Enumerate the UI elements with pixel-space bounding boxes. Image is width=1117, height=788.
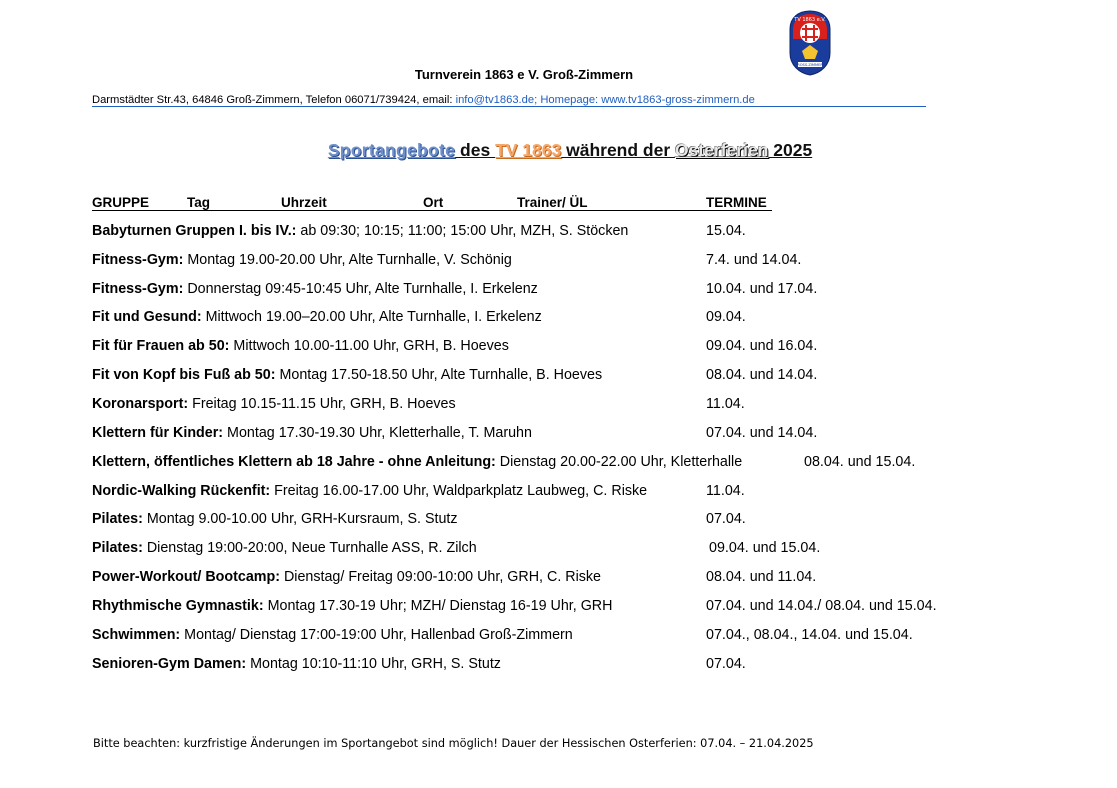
row-dates: 09.04. bbox=[706, 309, 746, 325]
row-group: Senioren-Gym Damen: bbox=[92, 656, 247, 672]
schedule-row bbox=[92, 569, 601, 585]
row-group: Fit und Gesund: bbox=[92, 309, 202, 325]
row-dates: 10.04. und 17.04. bbox=[706, 281, 818, 297]
col-ort: Ort bbox=[423, 195, 444, 210]
schedule-row bbox=[92, 281, 538, 297]
schedule-row bbox=[92, 511, 458, 527]
row-details: Dienstag 19:00-20:00, Neue Turnhalle ASS, R. Zilch bbox=[142, 540, 477, 556]
row-details: Montag 17.30-19.30 Uhr, Kletterhalle, T. Maruhn bbox=[223, 425, 532, 441]
logo-text-top: TV 1863 e.V. bbox=[794, 17, 826, 23]
schedule-row bbox=[92, 483, 647, 499]
row-group: Fitness-Gym: bbox=[92, 281, 184, 297]
schedule-row bbox=[92, 338, 509, 354]
title-waehrend: während der bbox=[561, 140, 676, 160]
contact-links[interactable]: info@tv1863.de; Homepage: www.tv1863-gross-zimmern.de bbox=[455, 94, 755, 106]
row-dates: 08.04. und 14.04. bbox=[706, 367, 818, 383]
row-group: Koronarsport: bbox=[92, 396, 189, 412]
address-text: Darmstädter Str.43, 64846 Groß-Zimmern, Telefon 06071/739424, email: bbox=[92, 94, 456, 106]
logo-text-bottom: GROSS-ZIMMERN bbox=[794, 63, 826, 67]
row-group: Babyturnen Gruppen I. bis IV.: bbox=[92, 223, 297, 239]
row-group: Schwimmen: bbox=[92, 627, 181, 643]
row-group: Fitness-Gym: bbox=[92, 252, 184, 268]
col-termine: TERMINE bbox=[706, 195, 767, 210]
row-group: Fit von Kopf bis Fuß ab 50: bbox=[92, 367, 276, 383]
schedule-row bbox=[92, 396, 456, 412]
row-dates: 07.04., 08.04., 14.04. und 15.04. bbox=[706, 627, 913, 643]
row-details: Freitag 16.00-17.00 Uhr, Waldparkplatz Laubweg, C. Riske bbox=[270, 483, 648, 499]
row-dates: 7.4. und 14.04. bbox=[706, 252, 802, 268]
page-title bbox=[0, 140, 1117, 161]
organization-name: Turnverein 1863 e V. Groß-Zimmern bbox=[414, 67, 634, 82]
row-details: ab 09:30; 10:15; 11:00; 15:00 Uhr, MZH, S. Stöcken bbox=[296, 223, 629, 239]
row-group: Power-Workout/ Bootcamp: bbox=[92, 569, 280, 585]
schedule-row bbox=[92, 252, 512, 268]
schedule-row bbox=[92, 223, 628, 239]
row-details: Montag 9.00-10.00 Uhr, GRH-Kursraum, S. Stutz bbox=[142, 511, 458, 527]
row-group: Pilates: bbox=[92, 540, 143, 556]
row-details: Montag 10:10-11:10 Uhr, GRH, S. Stutz bbox=[246, 656, 501, 672]
row-dates: 08.04. und 11.04. bbox=[706, 569, 817, 585]
schedule-row bbox=[92, 656, 501, 672]
schedule-row bbox=[92, 627, 573, 643]
schedule-row bbox=[92, 309, 542, 325]
row-details: Montag 17.30-19 Uhr; MZH/ Dienstag 16-19 Uhr, GRH bbox=[263, 598, 613, 614]
schedule-row bbox=[92, 367, 602, 383]
col-uhrzeit: Uhrzeit bbox=[281, 195, 327, 210]
row-details: Montag 17.50-18.50 Uhr, Alte Turnhalle, B. Hoeves bbox=[275, 367, 603, 383]
row-group: Rhythmische Gymnastik: bbox=[92, 598, 264, 614]
title-sportangebote: Sportangebote bbox=[327, 140, 456, 160]
column-header bbox=[92, 195, 772, 211]
row-details: Montag 19.00-20.00 Uhr, Alte Turnhalle, V. Schönig bbox=[183, 252, 512, 268]
schedule-row bbox=[92, 454, 742, 470]
title-osterferien: Osterferien bbox=[675, 140, 769, 160]
row-dates: 09.04. und 15.04. bbox=[709, 540, 821, 556]
row-details: Dienstag/ Freitag 09:00-10:00 Uhr, GRH, C. Riske bbox=[279, 569, 602, 585]
title-year: 2025 bbox=[768, 140, 813, 160]
row-group: Pilates: bbox=[92, 511, 143, 527]
address-line bbox=[92, 94, 926, 107]
row-dates: 11.04. bbox=[706, 483, 745, 499]
row-dates: 07.04. bbox=[706, 511, 746, 527]
footer-note: Bitte beachten: kurzfristige Änderungen im Sportangebot sind möglich! Dauer der Hessischen Osterferien: 07.04. – 21.04.2025 bbox=[93, 737, 814, 750]
row-dates: 11.04. bbox=[706, 396, 745, 412]
row-details: Donnerstag 09:45-10:45 Uhr, Alte Turnhalle, I. Erkelenz bbox=[183, 281, 538, 297]
row-dates: 09.04. und 16.04. bbox=[706, 338, 818, 354]
row-group: Klettern, öffentliches Klettern ab 18 Jahre - ohne Anleitung: bbox=[92, 454, 496, 470]
title-des: des bbox=[455, 140, 496, 160]
row-dates: 15.04. bbox=[706, 223, 746, 239]
row-dates: 07.04. und 14.04./ 08.04. und 15.04. bbox=[706, 598, 937, 614]
row-group: Fit für Frauen ab 50: bbox=[92, 338, 230, 354]
col-trainer: Trainer/ ÜL bbox=[517, 195, 588, 210]
title-tv1863: TV 1863 bbox=[495, 140, 562, 160]
row-details: Mittwoch 10.00-11.00 Uhr, GRH, B. Hoeves bbox=[229, 338, 509, 354]
row-details: Mittwoch 19.00–20.00 Uhr, Alte Turnhalle, I. Erkelenz bbox=[201, 309, 542, 325]
col-tag: Tag bbox=[187, 195, 210, 210]
col-gruppe: GRUPPE bbox=[92, 195, 150, 210]
row-details: Dienstag 20.00-22.00 Uhr, Kletterhalle bbox=[495, 454, 743, 470]
row-details: Montag/ Dienstag 17:00-19:00 Uhr, Hallenbad Groß-Zimmern bbox=[180, 627, 573, 643]
schedule-row bbox=[92, 425, 532, 441]
row-dates: 07.04. bbox=[706, 656, 746, 672]
row-details: Freitag 10.15-11.15 Uhr, GRH, B. Hoeves bbox=[188, 396, 456, 412]
schedule-row bbox=[92, 598, 612, 614]
schedule-row bbox=[92, 540, 477, 556]
row-group: Nordic-Walking Rückenfit: bbox=[92, 483, 271, 499]
row-dates: 07.04. und 14.04. bbox=[706, 425, 818, 441]
row-group: Klettern für Kinder: bbox=[92, 425, 224, 441]
row-dates: 08.04. und 15.04. bbox=[804, 454, 916, 470]
